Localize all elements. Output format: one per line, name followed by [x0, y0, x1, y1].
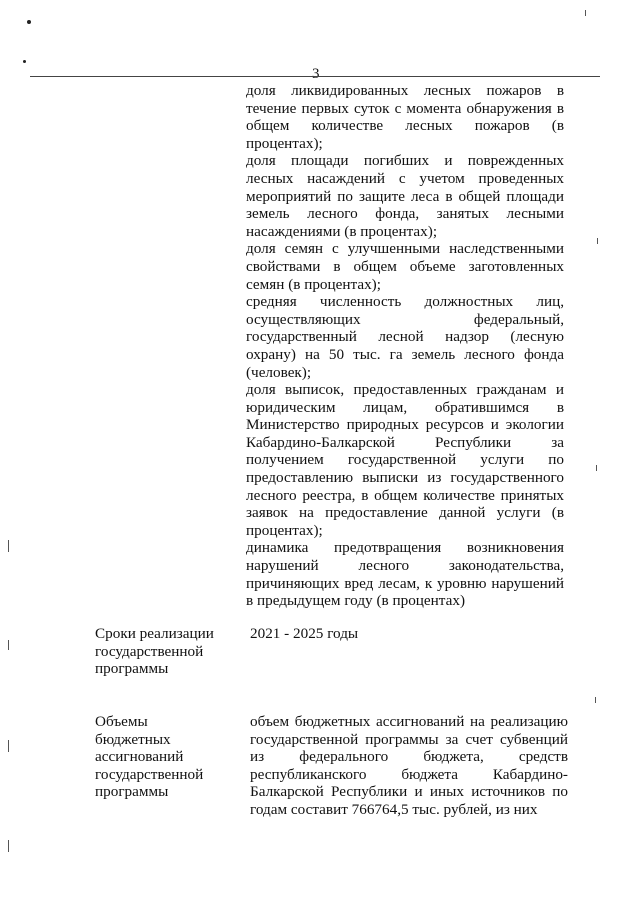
scan-speck — [23, 60, 26, 63]
scan-mark — [8, 840, 9, 852]
volumes-label: Объемы бюджетных ассигнований государственной программы — [95, 713, 204, 801]
header-rule — [30, 76, 600, 77]
scan-mark — [8, 540, 9, 552]
target-indicators — [246, 82, 564, 610]
indicator-item: доля выписок, предоставленных гражданам и юридическим лицам, обратившимся в Министерство природных ресурсов и экологии Кабардино-Балкарской Республики за получением государственной услуги по предоставлению выписки из государственного лесного реестра, в общем количестве принятых заявок на предоставление данной услуги (в процентах); — [246, 381, 564, 539]
indicator-item: средняя численность должностных лиц, осуществляющих федеральный, государственный лесной надзор (лесную охрану) на 50 тыс. га земель лесного фонда (человек); — [246, 293, 564, 381]
terms-label: Сроки реализации государственной программы — [95, 625, 214, 678]
scan-mark — [597, 238, 598, 244]
terms-value: 2021 - 2025 годы — [250, 625, 359, 642]
scan-mark — [595, 697, 596, 703]
page-number: 3 — [312, 66, 320, 82]
volumes-value — [250, 713, 568, 819]
scan-speck — [27, 20, 31, 24]
scan-mark — [8, 740, 9, 752]
scan-mark — [585, 10, 586, 16]
indicator-item: доля семян с улучшенными наследственными свойствами в общем объеме заготовленных семян (в процентах); — [246, 240, 564, 293]
scan-mark — [8, 640, 9, 650]
indicator-item: доля ликвидированных лесных пожаров в течение первых суток с момента обнаружения в общем количестве лесных пожаров (в процентах); — [246, 82, 564, 152]
indicator-item: динамика предотвращения возникновения нарушений лесного законодательства, причиняющих вред лесам, к уровню нарушений в предыдущем году (в процентах) — [246, 539, 564, 610]
volumes-paragraph: объем бюджетных ассигнований на реализацию государственной программы за счет субвенций из федерального бюджета, средств республиканского бюджета Кабардино-Балкарской Республики и иных источников по годам составит 766764,5 тыс. рублей, из них — [250, 713, 568, 818]
scan-mark — [596, 465, 597, 471]
indicator-item: доля площади погибших и поврежденных лесных насаждений с учетом проведенных мероприятий по защите леса в общей площади земель лесного фонда, занятых лесными насаждениями (в процентах); — [246, 152, 564, 240]
